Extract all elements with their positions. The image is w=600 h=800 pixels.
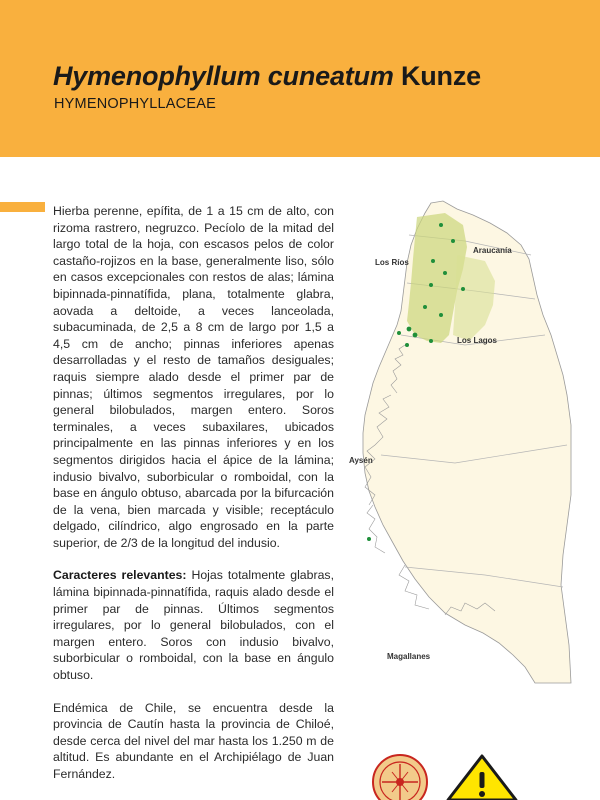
family-name: HYMENOPHYLLACEAE xyxy=(54,96,216,112)
species-title xyxy=(53,61,481,92)
distribution-map xyxy=(345,195,573,687)
header-band xyxy=(0,0,600,157)
accent-bar xyxy=(0,202,45,212)
region-label-los-lagos: Los Lagos xyxy=(457,336,498,345)
text-column xyxy=(53,203,334,783)
region-label-los-rios: Los Ríos xyxy=(375,258,409,267)
distribution-paragraph: Endémica de Chile, se encuentra desde la provincia de Cautín hasta la provincia de Chiloé, desde cerca del nivel del mar hasta los 1.250 m de altitud. Es abundante en el Archipiélago de Juan Fernández. xyxy=(53,700,334,781)
description-paragraph: Hierba perenne, epífita, de 1 a 15 cm de alto, con rizoma rastrero, negruzco. Pecíolo de la mitad del largo total de la hoja, con escasos pelos de color castaño-rojizos en la base, generalmente liso, sólo en casos excepcionales con restos de alas; lámina bipinnada-pinnatífida, plana, totalmente glabra, aovada a deltoide, a veces lanceolada, subacuminada, de 2,5 a 8 cm de largo por 1,5 a 4,5 cm de ancho; pinnas inferiores apenas desarrolladas y el resto de tamaños desiguales; raquis siempre alado desde el primer par de pinnas; últimos segmentos irregulares, por lo general bilobulados, margen entero. Soros terminales, a veces subaxilares, ubicados principalmente en las pinnas inferiores y en los segmentos dirigidos hacia el ápice de la lámina; indusio bivalvo, suborbicular o romboidal, con la base en ángulo obtuso, abarcada por la bifurcación de la vena, bien marcada y visible; receptáculo delgado, cilíndrico, algo engrosado en la parte superior, de 2/3 de la longitud del indusio. xyxy=(53,204,334,550)
region-label-araucania: Araucanía xyxy=(473,246,512,255)
relevant-characters-paragraph xyxy=(53,567,334,683)
species-author: Kunze xyxy=(400,61,481,91)
seal-emblem-icon xyxy=(373,755,427,800)
warning-sign-icon xyxy=(448,756,516,800)
region-label-magallanes: Magallanes xyxy=(387,652,431,661)
emblem-strip xyxy=(370,752,520,800)
region-label-aysen: Aysén xyxy=(349,456,373,465)
relevant-label: Caracteres relevantes: xyxy=(53,568,187,583)
relevant-text: Hojas totalmente glabras, lámina bipinnada-pinnatífida, raquis alado desde el primer par de pinnas. Últimos segmentos irregulares, por lo general bilobulados, con el margen entero. Soros con indusio bivalvo, suborbicular o romboidal, con la base en ángulo obtuso. xyxy=(53,568,334,683)
species-name: Hymenophyllum cuneatum xyxy=(53,61,394,91)
